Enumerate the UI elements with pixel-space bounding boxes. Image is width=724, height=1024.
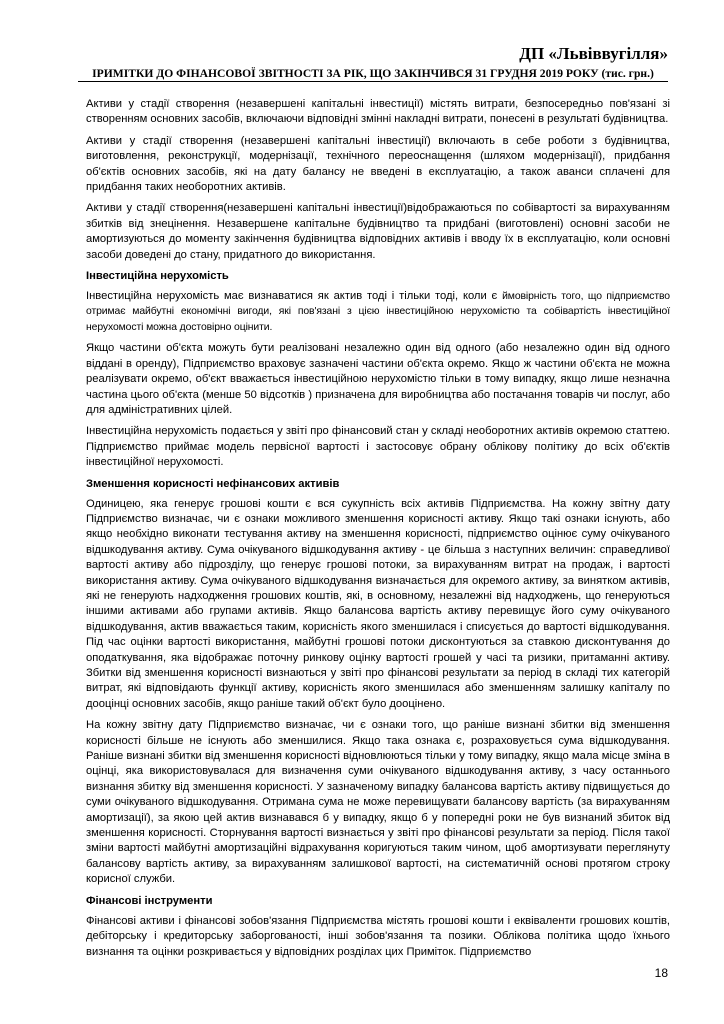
capital-investments-paragraph-3: Активи у стадії створення(незавершені капітальні інвестиції)відображаються по собівартості за вирахуванням збитків від знецінення. Незавершене капітальне будівництво та придбані (виготовлені) основні засоби не амортизуються до моменту закінчення будівництва відповідних активів і вводу їх в експлуатацію, коли основні засоби доведені до стану, придатного до використання. [86,202,670,261]
investment-property-paragraph-1-end: ймовірність того, що підприємство отримає майбутні економічні вигоди, які пов'язані з цією інвестиційною нерухомістю та собівартість інвестиційної нерухомості можна достовірно оцінити. [86,291,670,333]
report-title: ІРИМІТКИ ДО ФІНАНСОВОЇ ЗВІТНОСТІ ЗА РІК, ЩО ЗАКІНЧИВСЯ 31 ГРУДНЯ 2019 РОКУ (тис. грн.) [78,67,668,82]
section-heading-impairment: Зменшення корисності нефінансових активів [86,477,340,490]
investment-property-paragraph-3: Інвестиційна нерухомість подається у звіті про фінансовий стан у складі необоротних активів окремою статтею. Підприємство приймає модель первісної вартості і застосовує обрану облікову політику до всіх об'єктів інвестиційної нерухомості. [86,425,670,469]
page-number: 18 [654,966,668,980]
impairment-paragraph-1: Одиницею, яка генерує грошові кошти є вся сукупність всіх активів Підприємства. На кожну звітну дату Підприємство визначає, чи є ознаки можливого зменшення корисності активу. Якщо такі ознаки існують, або якщо необхідно виконати тестування активу на зменшення корисності, підприємство оцінює суму очікуваного відшкодування активу. Сума очікуваного відшкодування активу - це більша з наступних величин: справедливої вартості активу або підрозділу, що генерує грошові потоки, за вирахуванням витрат на продаж, і вартості використання активу. Сума очікуваного відшкодування визначається для окремого активу, за винятком активів, які не генерують надходження грошових коштів, які, в основному, незалежні від надходжень, що генеруються іншими активами або групами активів. Якщо балансова вартість активу перевищує його суму очікуваного відшкодування, актив вважається таким, корисність якого зменшилася і списується до вартості відшкодування. Під час оцінки вартості використання, майбутні грошові потоки дисконтуються за ставкою дисконтування до оподаткування, яка відображає поточну ринкову оцінку вартості грошей у часі та ризики, притаманні активу. Збитки від зменшення корисності визнаються у звіті про фінансові результати за період в складі тих категорій витрат, які відповідають функції активу, корисність якого зменшилася або зменшенням залишку капіталу по дооцінці основних засобів, якщо раніше такий об'єкт було дооцінено. [86,497,670,710]
investment-property-paragraph-2: Якщо частини об'єкта можуть бути реалізовані незалежно один від одного (або незалежно один від одного віддані в оренду), Підприємство враховує зазначені частини об'єкта окремо. Якщо ж частини об'єкта не можна реалізувати окремо, об'єкт вважається інвестиційною нерухомістю тільки в тому випадку, якщо лише незначна частина цього об'єкта (менше 50 відсотків ) призначена для виробництва або постачання товарів чи послуг, або для адміністративних цілей. [86,342,670,416]
impairment-paragraph-2: На кожну звітну дату Підприємство визначає, чи є ознаки того, що раніше визнані збитки від зменшення корисності більше не існують або зменшилися. Якщо така ознака є, розраховується сума відшкодування. Раніше визнані збитки від зменшення корисності відновлюються тільки у тому випадку, якщо мала місце зміна в оцінці, яка використовувалася для визначення суми очікуваного відшкодування активу, з часу останнього визнання збитку від зменшення корисності. У зазначеному випадку балансова вартість активу підвищується до суми очікуваного відшкодування. Отримана сума не може перевищувати балансову вартість (за вирахуванням амортизації), за якою цей актив визнавався б у випадку, якщо б у попередні роки не був визнаний збиток від зменшення корисності. Сторнування вартості визнається у звіті про фінансові результати за період. Після такої зміни вартості майбутні амортизаційні відрахування коригуються таким чином, щоб амортизувати переглянуту балансову вартість активу, за вирахуванням залишкової вартості, на систематичній основі протягом строку корисної служби. [86,719,670,886]
capital-investments-paragraph-1: Активи у стадії створення (незавершені капітальні інвестиції) містять витрати, безпосередньо пов'язані зі створенням основних засобів, включаючи відповідні змінні накладні витрати, понесені в результаті будівництва. [86,98,670,126]
section-heading-financial-instruments: Фінансові інструменти [86,894,213,907]
investment-property-paragraph-1 [86,289,670,335]
financial-instruments-paragraph-1: Фінансові активи і фінансові зобов'язання Підприємства містять грошові кошти і еквіваленти грошових коштів, дебіторську і кредиторську заборгованості, інші зобов'язання та позики. Облікова політика щодо їхнього визнання та оцінки розкривається у відповідних розділах цих Приміток. Підприємство [86,914,670,958]
document-body [86,97,670,966]
capital-investments-paragraph-2: Активи у стадії створення (незавершені капітальні інвестиції) включають в себе роботи з будівництва, виготовлення, реконструкції, модернізації, технічного переоснащення (шляхом модернізації), придбання об'єктів основних засобів, які на дату балансу не введені в експлуатацію, а також аванси сплачені для придбання таких необоротних активів. [86,134,670,194]
section-heading-investment-property: Інвестиційна нерухомість [86,270,229,283]
company-name: ДП «Львіввугілля» [519,44,668,63]
investment-property-paragraph-1-start: Інвестиційна нерухомість має визнаватися як актив тоді і тільки тоді, коли є [86,290,503,303]
